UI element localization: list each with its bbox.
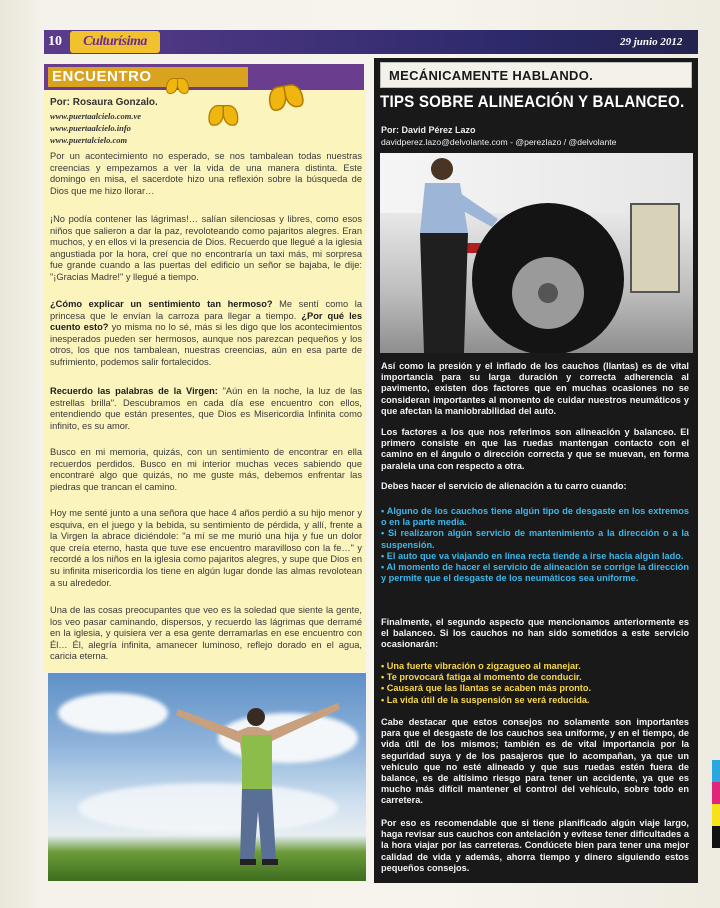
- alignment-causes-list: [381, 506, 689, 584]
- issue-date: 29 junio 2012: [620, 36, 683, 48]
- list-item: • Causará que las llantas se acaben más pronto.: [381, 683, 592, 694]
- list-item: • La vida útil de la suspensión se verá reducida.: [381, 694, 590, 705]
- butterfly-icon: [267, 82, 308, 118]
- list-item: • Al momento de hacer el servicio de alineación se corrige la dirección y permite que el desgaste de los neumáticos sea uniforme.: [381, 562, 689, 584]
- left-bold-question: ¿Por qué les cuento esto?: [50, 310, 362, 333]
- mechanic-figure: [380, 153, 693, 353]
- author-url: www.puertaalcielo.info: [50, 123, 131, 133]
- print-mark-black: [712, 826, 720, 848]
- author-urls: [50, 110, 141, 146]
- mechanic-tire-photo: [380, 153, 693, 353]
- right-contact: davidperez.lazo@delvolante.com - @perezlazo / @delvolante: [381, 137, 617, 147]
- man-figure: [168, 691, 348, 871]
- right-paragraph: Los factores a los que nos referimos son alineación y balanceo. El primero consiste en que las ruedas mantengan contacto con el camino en el ángulo o dirección correcta y que se muevan, en forma paralela una con respecto a otra.: [381, 427, 689, 471]
- brand-logo: Culturísima: [70, 31, 160, 53]
- right-kicker-banner: [380, 62, 692, 88]
- left-text-run: Me sentí como la princesa que le envían la carroza para llegar a tiempo.: [50, 299, 363, 321]
- section-header: [44, 64, 364, 90]
- right-paragraph: Cabe destacar que estos consejos no solamente son importantes para que el desgaste de los cauchos sea uniforme, y en el tiempo, de vida útil de los mismos; también es de vital importancia por la seguridad suya y de los pasajeros que lo acompañan, ya que un vehículo que no esté alineado y que sus ruedas estén fuera de balance, es de altísimo riesgo para tener un accidente, ya que es mucho más difícil mantener el control del vehículo, sobre todo en carretera.: [381, 717, 689, 806]
- list-item: • Una fuerte vibración o zigzagueo al manejar.: [381, 661, 581, 671]
- left-paragraph: Busco en mi memoria, quizás, con un sentimiento de encontrar en ella recuerdos perdidos. Busco en mi interior muchas veces sabiendo que encontraré algo que quizás, no me guste más, debemos enfrentar las piedras que trancan el camino.: [50, 447, 362, 492]
- butterfly-icon: [208, 105, 239, 131]
- right-title: TIPS SOBRE ALINEACIÓN Y BALANCEO.: [380, 93, 685, 111]
- balancing-effects-list: [381, 661, 689, 706]
- author-url: www.puertaalcielo.com.ve: [50, 111, 142, 121]
- author-url: www.puertalcielo.com: [50, 135, 128, 145]
- left-author: Por: Rosaura Gonzalo.: [50, 97, 158, 108]
- right-paragraph: Finalmente, el segundo aspecto que mencionamos anteriormente es el balanceo. Si los cauchos no han sido sometidos a este servicio ocasionarán:: [381, 617, 689, 650]
- print-mark-yellow: [712, 804, 720, 826]
- man-open-arms-photo: [48, 673, 366, 881]
- print-mark-cyan: [712, 760, 720, 782]
- left-paragraph: Por un acontecimiento no esperado, se nos tambalean todas nuestras creencias y empezamos a ver la vida de una manera distinta. Este domingo en misa, el sacerdote hizo una reflexión sobre la búsqueda de Dios que me hizo llorar…: [50, 151, 362, 196]
- page-number: 10: [48, 34, 62, 49]
- list-item: • El auto que va viajando en línea recta tiende a irse hacia algún lado.: [381, 550, 684, 561]
- right-author: Por: David Pérez Lazo: [381, 125, 476, 135]
- left-paragraph: [50, 386, 362, 432]
- left-bold-question: ¿Cómo explicar un sentimiento tan hermoso?: [50, 299, 273, 309]
- left-paragraph: [50, 299, 362, 369]
- list-item: • Alguno de los cauchos tiene algún tipo de desgaste en los extremos o en la parte media.: [381, 506, 689, 528]
- right-paragraph: Debes hacer el servicio de alienación a tu carro cuando:: [381, 481, 627, 491]
- list-item: • Si realizaron algún servicio de mantenimiento a la dirección o a la suspensión.: [381, 528, 689, 550]
- left-bold-lead: Recuerdo las palabras de la Virgen:: [50, 386, 218, 396]
- section-title: ENCUENTRO: [52, 68, 152, 85]
- left-paragraph: Una de las cosas preocupantes que veo es la soledad que siente la gente, los veo pasar caminando, dispersos, y recuerdo las lágrimas que derramé en la iglesia, y quisiera ver a esa gente derramarlas en ese encuentro con Él… Él, alegría infinita, amanecer luminoso, reflejo dorado en el agua, caricia eterna.: [50, 605, 362, 662]
- print-mark-magenta: [712, 782, 720, 804]
- list-item: • Te provocará fatiga al momento de conducir.: [381, 672, 582, 683]
- butterfly-icon: [166, 78, 190, 98]
- right-paragraph: Así como la presión y el inflado de los cauchos (llantas) es de vital importancia para su larga duración y correcta adherencia al pavimento, existen dos factores que en muchas ocasiones no se consideran importantes al momento de cuidar nuestros neumáticos y que afectan la maniobrabilidad del auto.: [381, 361, 689, 416]
- left-text-run: "Aún en la noche, la luz de las estrellas brilla". Descubramos en cada día ese encuentro con ellos, entendiendo que están presentes, que Dios es Misericordia Infinita como infinito, es su amor.: [50, 386, 363, 431]
- left-paragraph: Hoy me senté junto a una señora que hace 4 años perdió a su hijo menor y esquiva, en el juego y la bebida, su sentimiento de pérdida, y allí, frente a la Virgen la abrace diciéndole: "a mí se me murió una hija y fue un dolor que creía eterno, hasta que tuve ese encuentro maravilloso con la fe…" y recordé a los niños en la iglesia como pajaritos alegres, y supe que Dios en su infinita misericordia los tiene en algún lugar donde las almas revolotean a su alrededor.: [50, 508, 362, 588]
- left-text-run: yo misma no lo sé, más si les digo que los acontecimientos inesperados pueden ser hermosos, aunque nos parezcan pequeños y los otros, los que nos tambalean, nuestras creencias, aún en esa parte de sufrimiento, podemos salir fortalecidos.: [50, 322, 363, 367]
- right-paragraph: Por eso es recomendable que si tiene planificado algún viaje largo, haga revisar sus cauchos con antelación y evítese tener dificultades a la hora viajar por las carreteras. Condúcete bien para tener una mejor calidad de vida y además, ahorra tiempo y dinero siguiendo estos pequeños consejos.: [381, 818, 689, 873]
- right-kicker: MECÁNICAMENTE HABLANDO.: [389, 68, 594, 83]
- left-paragraph: ¡No podía contener las lágrimas!… salían silenciosas y libres, como esos niños que salieron a dar la paz, revoloteando como pajaritos alegres. Eran muchos, y en ellos vi la presencia de Dios. Recuerdo que llegué a la iglesia angustiada por la hora, creí que no encontraría un taxi más, mi sorpresa fue grande cuando a las puertas del edificio un señor se bajaba, le dije: "¡Gracias Madre!" y llegué a tiempo.: [50, 214, 362, 282]
